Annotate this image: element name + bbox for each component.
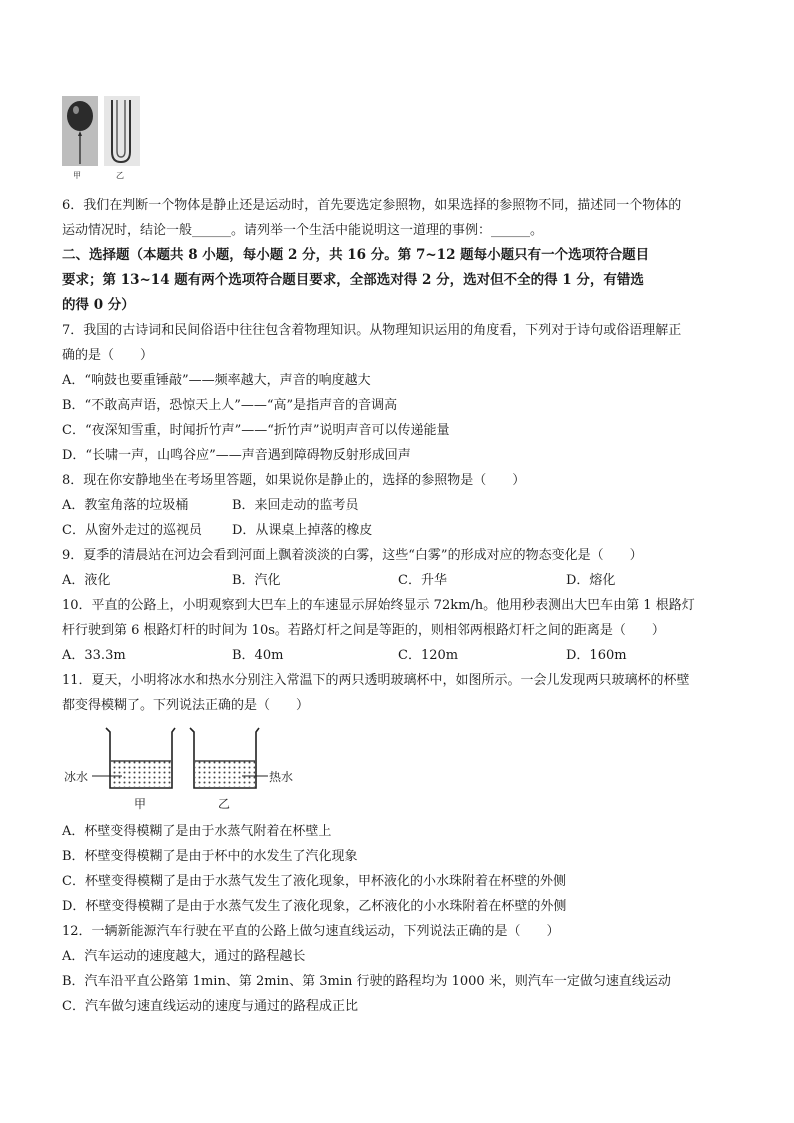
q9-option-d: D．熔化: [566, 573, 616, 588]
q11-line2: 都变得模糊了。下列说法正确的是（ ）: [62, 698, 310, 713]
section2-line3: 的得 0 分）: [62, 297, 135, 313]
q11-option-c: C．杯壁变得模糊了是由于水蒸气发生了液化现象，甲杯液化的小水珠附着在杯壁的外侧: [62, 874, 566, 889]
q8-option-d: D．从课桌上掉落的橡皮: [232, 523, 373, 538]
beakers-figure: [62, 720, 302, 816]
q7-option-d: D．“长啸一声，山鸣谷应”——声音遇到障碍物反射形成回声: [62, 448, 411, 463]
q10-option-d: D．160m: [566, 648, 627, 663]
q12-option-c: C．汽车做匀速直线运动的速度与通过的路程成正比: [62, 999, 358, 1014]
q7-line2: 确的是（ ）: [62, 348, 154, 363]
q7-option-a: A．“响鼓也要重锤敲”——频率越大，声音的响度越大: [62, 373, 371, 388]
q9-stem: 9．夏季的清晨站在河边会看到河面上飘着淡淡的白雾，这些“白雾”的形成对应的物态变化是（ ）: [62, 548, 643, 563]
q10-option-b: B．40m: [232, 648, 284, 663]
q6-line1: 6．我们在判断一个物体是静止还是运动时，首先要选定参照物，如果选择的参照物不同，描述同一个物体的: [62, 198, 682, 213]
section2-line1: 二、选择题（本题共 8 小题，每小题 2 分，共 16 分。第 7~12 题每小题只有一个选项符合题目: [62, 247, 650, 263]
q6-line2: 运动情况时，结论一般______。请列举一个生活中能说明这一道理的事例：______。: [62, 223, 544, 238]
q10-line1: 10．平直的公路上，小明观察到大巴车上的车速显示屏始终显示 72km/h。他用秒表测出大巴车由第 1 根路灯: [62, 598, 695, 613]
q12-stem: 12．一辆新能源汽车行驶在平直的公路上做匀速直线运动，下列说法正确的是（ ）: [62, 924, 560, 939]
q10-option-c: C．120m: [398, 648, 459, 663]
q11-option-a: A．杯壁变得模糊了是由于水蒸气附着在杯壁上: [62, 824, 332, 839]
q7-line1: 7．我国的古诗词和民间俗语中往往包含着物理知识。从物理知识运用的角度看，下列对于诗句或俗语理解正: [62, 323, 682, 338]
q10-option-a: A．33.3m: [62, 648, 126, 663]
q12-option-b: B．汽车沿平直公路第 1min、第 2min、第 3min 行驶的路程均为 1000 米，则汽车一定做匀速直线运动: [62, 974, 671, 989]
label-hot-water: 热水: [269, 770, 294, 784]
q8-option-c: C．从窗外走过的巡视员: [62, 523, 202, 538]
q8-stem: 8．现在你安静地坐在考场里答题，如果说你是静止的，选择的参照物是（ ）: [62, 473, 526, 488]
label-ice-water: 冰水: [64, 770, 89, 784]
q8-option-b: B．来回走动的监考员: [232, 498, 359, 513]
q12-option-a: A．汽车运动的速度越大，通过的路程越长: [62, 949, 306, 964]
figure-label-jia: 甲: [73, 171, 81, 180]
figure-label-yi: 乙: [116, 171, 124, 180]
cup-label-jia: 甲: [134, 797, 147, 811]
q7-option-b: B．“不敢高声语，恐惊天上人”——“高”是指声音的音调高: [62, 398, 398, 413]
q9-option-c: C．升华: [398, 573, 447, 588]
q10-line2: 杆行驶到第 6 根路灯杆的时间为 10s。若路灯杆之间是等距的，则相邻两根路灯杆之间的距离是（ ）: [62, 623, 665, 638]
q11-line1: 11．夏天，小明将冰水和热水分别注入常温下的两只透明玻璃杯中，如图所示。一会儿发现两只玻璃杯的杯壁: [62, 673, 690, 688]
q8-option-a: A．教室角落的垃圾桶: [62, 498, 189, 513]
section2-line2: 要求；第 13~14 题有两个选项符合题目要求，全部选对得 2 分，选对但不全的得 1 分，有错选: [62, 272, 644, 288]
q11-option-d: D．杯壁变得模糊了是由于水蒸气发生了液化现象，乙杯液化的小水珠附着在杯壁的外侧: [62, 899, 567, 914]
q9-option-a: A．液化: [62, 573, 111, 588]
q11-option-b: B．杯壁变得模糊了是由于杯中的水发生了汽化现象: [62, 849, 358, 864]
q7-option-c: C．“夜深知雪重，时闻折竹声”——“折竹声”说明声音可以传递能量: [62, 423, 450, 438]
balloon-utube-figure: [62, 96, 142, 186]
cup-label-yi: 乙: [218, 797, 231, 811]
q9-option-b: B．汽化: [232, 573, 281, 588]
